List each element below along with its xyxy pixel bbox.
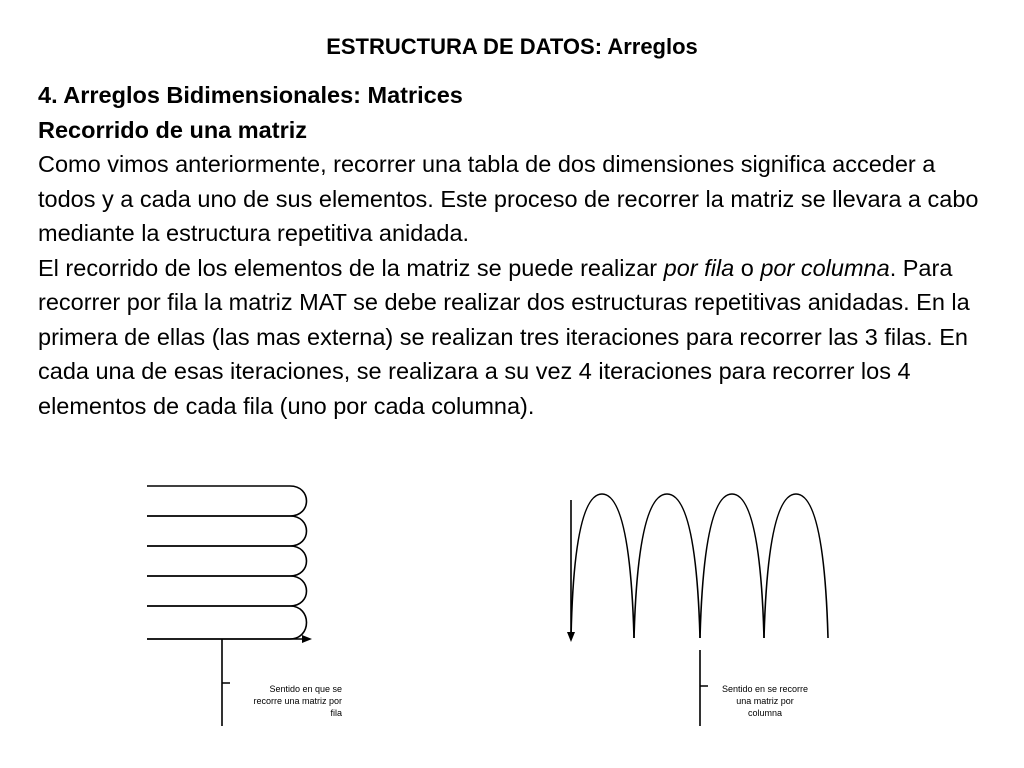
row-path-2 xyxy=(147,516,307,546)
row-caption-line-1: Sentido en que se xyxy=(269,684,342,694)
slide-content xyxy=(38,78,998,423)
paragraph-2-part-3: . Para recorrer por fila la matriz MAT se debe realizar dos estructuras repetitivas anidadas. En la primera de ellas (las mas externa) se realizan tres iteraciones para recorrer las 3 filas. En cada una de esas iteraciones, se realizara a su vez 4 iteraciones para recorrer los 4 elementos de cada fila (uno por cada columna). xyxy=(38,254,970,419)
paragraph-1: Como vimos anteriormente, recorrer una tabla de dos dimensiones significa acceder a todos y a cada uno de sus elementos. Este proceso de recorrer la matriz se llevara a cabo mediante la estructura repetitiva anidada. xyxy=(38,151,979,246)
paragraph-2-part-1: El recorrido de los elementos de la matriz se puede realizar xyxy=(38,254,664,281)
row-caption-line-3: fila xyxy=(330,708,342,718)
subsection-heading: Recorrido de una matriz xyxy=(38,116,307,143)
row-arrow-head-icon xyxy=(302,635,312,643)
paragraph-2-italic-por-fila: por fila xyxy=(663,254,735,281)
section-heading: 4. Arreglos Bidimensionales: Matrices xyxy=(38,82,463,108)
column-caption-line-2: una matriz por xyxy=(736,696,794,706)
row-traversal-caption xyxy=(232,683,342,719)
paragraph-2-part-2: o xyxy=(734,254,761,281)
column-traversal-caption xyxy=(710,683,820,719)
row-path-5 xyxy=(147,606,307,639)
paragraph-2-italic-por-columna: por columna xyxy=(760,254,890,281)
paragraph-2 xyxy=(38,251,998,424)
row-path-3 xyxy=(147,546,307,576)
column-arch-2 xyxy=(634,494,700,638)
row-caption-pointer xyxy=(222,639,230,726)
column-arch-1 xyxy=(571,494,634,638)
row-path-4 xyxy=(147,576,307,606)
column-arch-4 xyxy=(764,494,828,638)
column-caption-line-3: columna xyxy=(747,708,783,718)
slide-title: ESTRUCTURA DE DATOS: Arreglos xyxy=(326,34,698,59)
row-caption-line-2: recorre una matriz por xyxy=(253,696,342,706)
column-arrow-head-icon xyxy=(567,632,575,642)
column-caption-line-1: Sentido en se recorre xyxy=(721,684,809,694)
column-caption-pointer xyxy=(700,650,708,726)
row-path-1 xyxy=(147,486,307,516)
column-arch-3 xyxy=(700,494,764,638)
